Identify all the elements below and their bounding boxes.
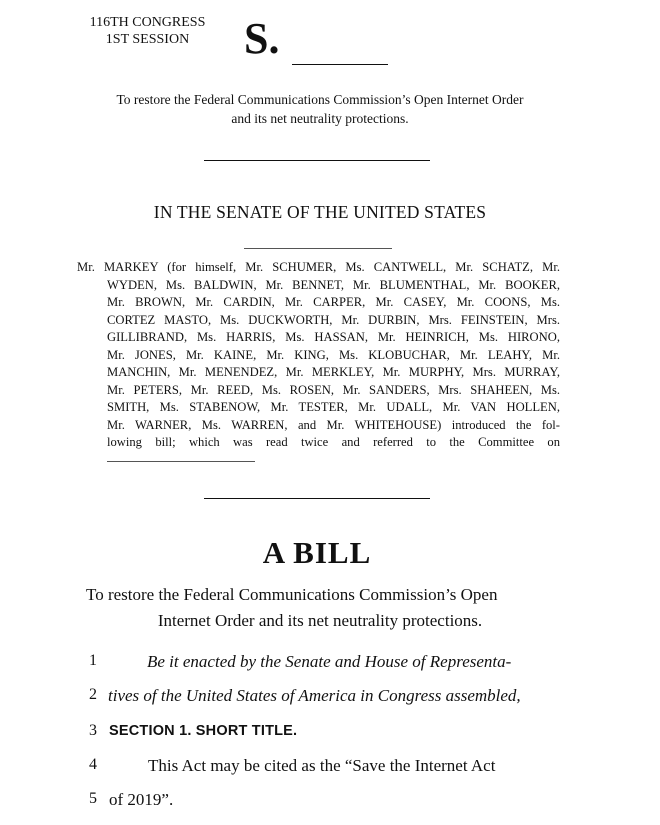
enacting-clause: tives of the United States of America in Congress assembled,: [108, 686, 521, 705]
sponsor-line: lowing bill; which was read twice and referred to the Committee on: [107, 435, 560, 449]
section-heading: SECTION 1. SHORT TITLE.: [109, 723, 298, 739]
sponsor-line: Mr. PETERS, Mr. REED, Ms. ROSEN, Mr. SANDERS, Mrs. SHAHEEN, Ms.: [107, 382, 560, 397]
committee-blank: [107, 461, 255, 462]
section-text: of 2019”.: [109, 790, 174, 809]
line-number: 5: [89, 790, 97, 807]
divider: [244, 248, 392, 249]
purpose-top-line-1: To restore the Federal Communications Commission’s Open Internet Order: [116, 92, 524, 107]
sponsor-line: Mr. JONES, Mr. KAINE, Mr. KING, Ms. KLOBUCHAR, Mr. LEAHY, Mr.: [107, 347, 560, 362]
bill-prefix: S.: [244, 14, 280, 63]
session-number: 1ST SESSION: [105, 32, 190, 47]
bill-number-blank: [292, 64, 388, 65]
bill-line: [0, 652, 660, 682]
sponsor-line: MANCHIN, Mr. MENENDEZ, Mr. MERKLEY, Mr. MURPHY, Mrs. MURRAY,: [107, 365, 560, 379]
bill-line: [0, 756, 660, 786]
purpose-top-line-2: and its net neutrality protections.: [231, 111, 409, 126]
bill-line: [0, 790, 660, 820]
sponsor-line: GILLIBRAND, Ms. HARRIS, Ms. HASSAN, Mr. HEINRICH, Ms. HIRONO,: [107, 330, 560, 344]
congress-number: 116TH CONGRESS: [89, 15, 206, 30]
sponsor-line: WYDEN, Ms. BALDWIN, Mr. BENNET, Mr. BLUMENTHAL, Mr. BOOKER,: [107, 277, 560, 292]
sponsor-line: Mr. MARKEY (for himself, Mr. SCHUMER, Ms. CANTWELL, Mr. SCHATZ, Mr.: [77, 260, 560, 274]
line-number: 2: [89, 686, 97, 703]
purpose-summary-top: [70, 90, 570, 128]
purpose-line-1: To restore the Federal Communications Commission’s Open: [86, 585, 498, 604]
sponsors-paragraph: [77, 259, 560, 452]
enacting-clause: Be it enacted by the Senate and House of Representa-: [147, 652, 512, 671]
bill-line: [0, 722, 660, 752]
purpose-line-2: Internet Order and its net neutrality protections.: [157, 611, 483, 630]
congress-header: [80, 14, 215, 48]
sponsor-line: SMITH, Ms. STABENOW, Mr. TESTER, Mr. UDALL, Mr. VAN HOLLEN,: [107, 400, 560, 414]
divider: [204, 498, 430, 499]
sponsor-line: Mr. WARNER, Ms. WARREN, and Mr. WHITEHOUSE) introduced the fol-: [107, 417, 560, 432]
section-text: This Act may be cited as the “Save the Internet Act: [148, 756, 496, 775]
divider: [204, 160, 430, 161]
line-number: 3: [89, 722, 97, 739]
line-number: 4: [89, 756, 97, 773]
purpose-statement: [70, 582, 570, 634]
bill-title: A BILL: [262, 535, 372, 570]
sponsor-line: CORTEZ MASTO, Ms. DUCKWORTH, Mr. DURBIN, Mrs. FEINSTEIN, Mrs.: [107, 312, 560, 327]
chamber-heading: IN THE SENATE OF THE UNITED STATES: [153, 202, 487, 222]
sponsor-line: Mr. BROWN, Mr. CARDIN, Mr. CARPER, Mr. CASEY, Mr. COONS, Ms.: [107, 295, 560, 309]
bill-line: [0, 686, 660, 716]
line-number: 1: [89, 652, 97, 669]
